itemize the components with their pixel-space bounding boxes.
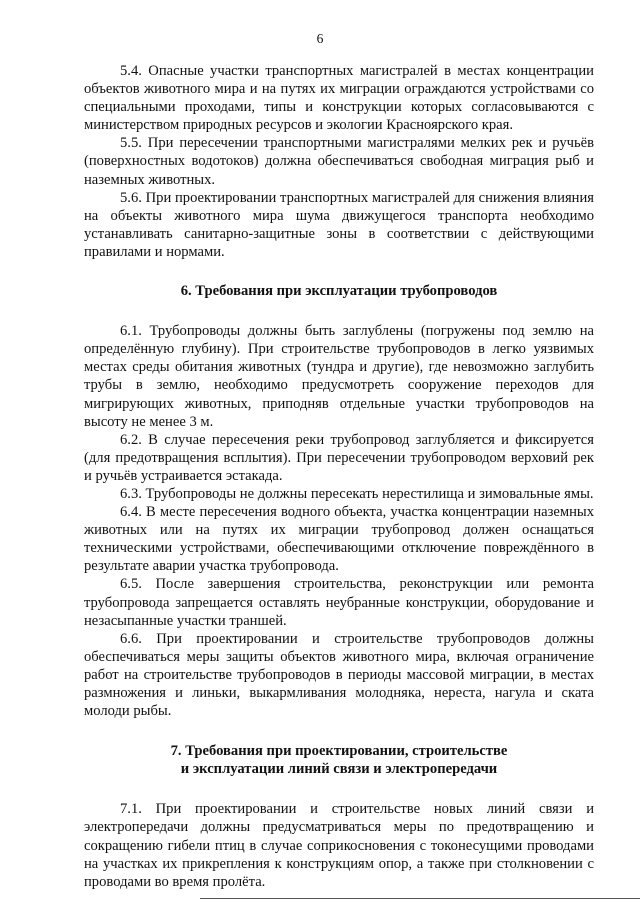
section-7-heading-line-1: 7. Требования при проектировании, строительстве [170, 743, 508, 760]
page-number: 6 [316, 31, 324, 46]
paragraph-6-5: 6.5. После завершения строительства, реконструкции или ремонта трубопровода запрещается оставлять неубранные конструкции, оборудование и незасыпанные участки траншей. [84, 576, 594, 629]
paragraph-6-6: 6.6. При проектировании и строительстве трубопроводов должны обеспечиваться меры защиты объектов животного мира, включая ограничение работ на строительстве трубопроводов в периоды массовой миграции, в местах размножения и линьки, выкармливания молодняка, нереста, нагула и ската молоди рыбы. [84, 630, 594, 720]
section-7-heading [84, 742, 594, 778]
document-body [84, 62, 594, 891]
section-7-heading-line-2: и эксплуатации линий связи и электропередачи [180, 761, 498, 778]
paragraph-6-4: 6.4. В месте пересечения водного объекта, участка концентрации наземных животных или на путях их миграции трубопровод должен оснащаться техническими устройствами, обеспечивающими отключение повреждённого в результате аварии участка трубопровода. [84, 504, 594, 575]
paragraph-6-3: 6.3. Трубопроводы не должны пересекать нерестилища и зимовальные ямы. [120, 485, 594, 502]
page-bottom-rule [200, 898, 640, 899]
paragraph-6-1: 6.1. Трубопроводы должны быть заглублены (погружены под землю на определённую глубину). При строительстве трубопроводов в легко уязвимых местах среды обитания животных (тундра и другие), где невозможно заглубить трубы в землю, необходимо предусмотреть сооружение переходов для мигрирующих животных, приподняв отдельные участки трубопроводов на высоту не менее 3 м. [84, 323, 594, 430]
paragraph-5-4: 5.4. Опасные участки транспортных магистралей в местах концентрации объектов животного мира и на путях их миграции ограждаются устройствами со специальными проходами, типы и конструкции которых согласовываются с министерством природных ресурсов и экологии Красноярского края. [84, 63, 594, 134]
section-6-heading: 6. Требования при эксплуатации трубопроводов [180, 283, 498, 300]
paragraph-6-2: 6.2. В случае пересечения реки трубопровод заглубляется и фиксируется (для предотвращения всплытия). При пересечении трубопроводом верховий рек и ручьёв устраивается эстакада. [84, 431, 594, 484]
paragraph-7-1: 7.1. При проектировании и строительстве новых линий связи и электропередачи должны предусматриваться меры по предотвращению и сокращению гибели птиц в случае соприкосновения с токонесущими проводами на участках их прикрепления к конструкциям опор, а также при столкновении с проводами во время пролёта. [84, 801, 594, 890]
paragraph-5-6: 5.6. При проектировании транспортных магистралей для снижения влияния на объекты животного мира шума движущегося транспорта необходимо устанавливать санитарно-защитные зоны в соответствии с действующими правилами и нормами. [84, 189, 594, 260]
paragraph-5-5: 5.5. При пересечении транспортными магистралями мелких рек и ручьёв (поверхностных водотоков) должна обеспечиваться свободная миграция рыб и наземных животных. [84, 135, 594, 188]
